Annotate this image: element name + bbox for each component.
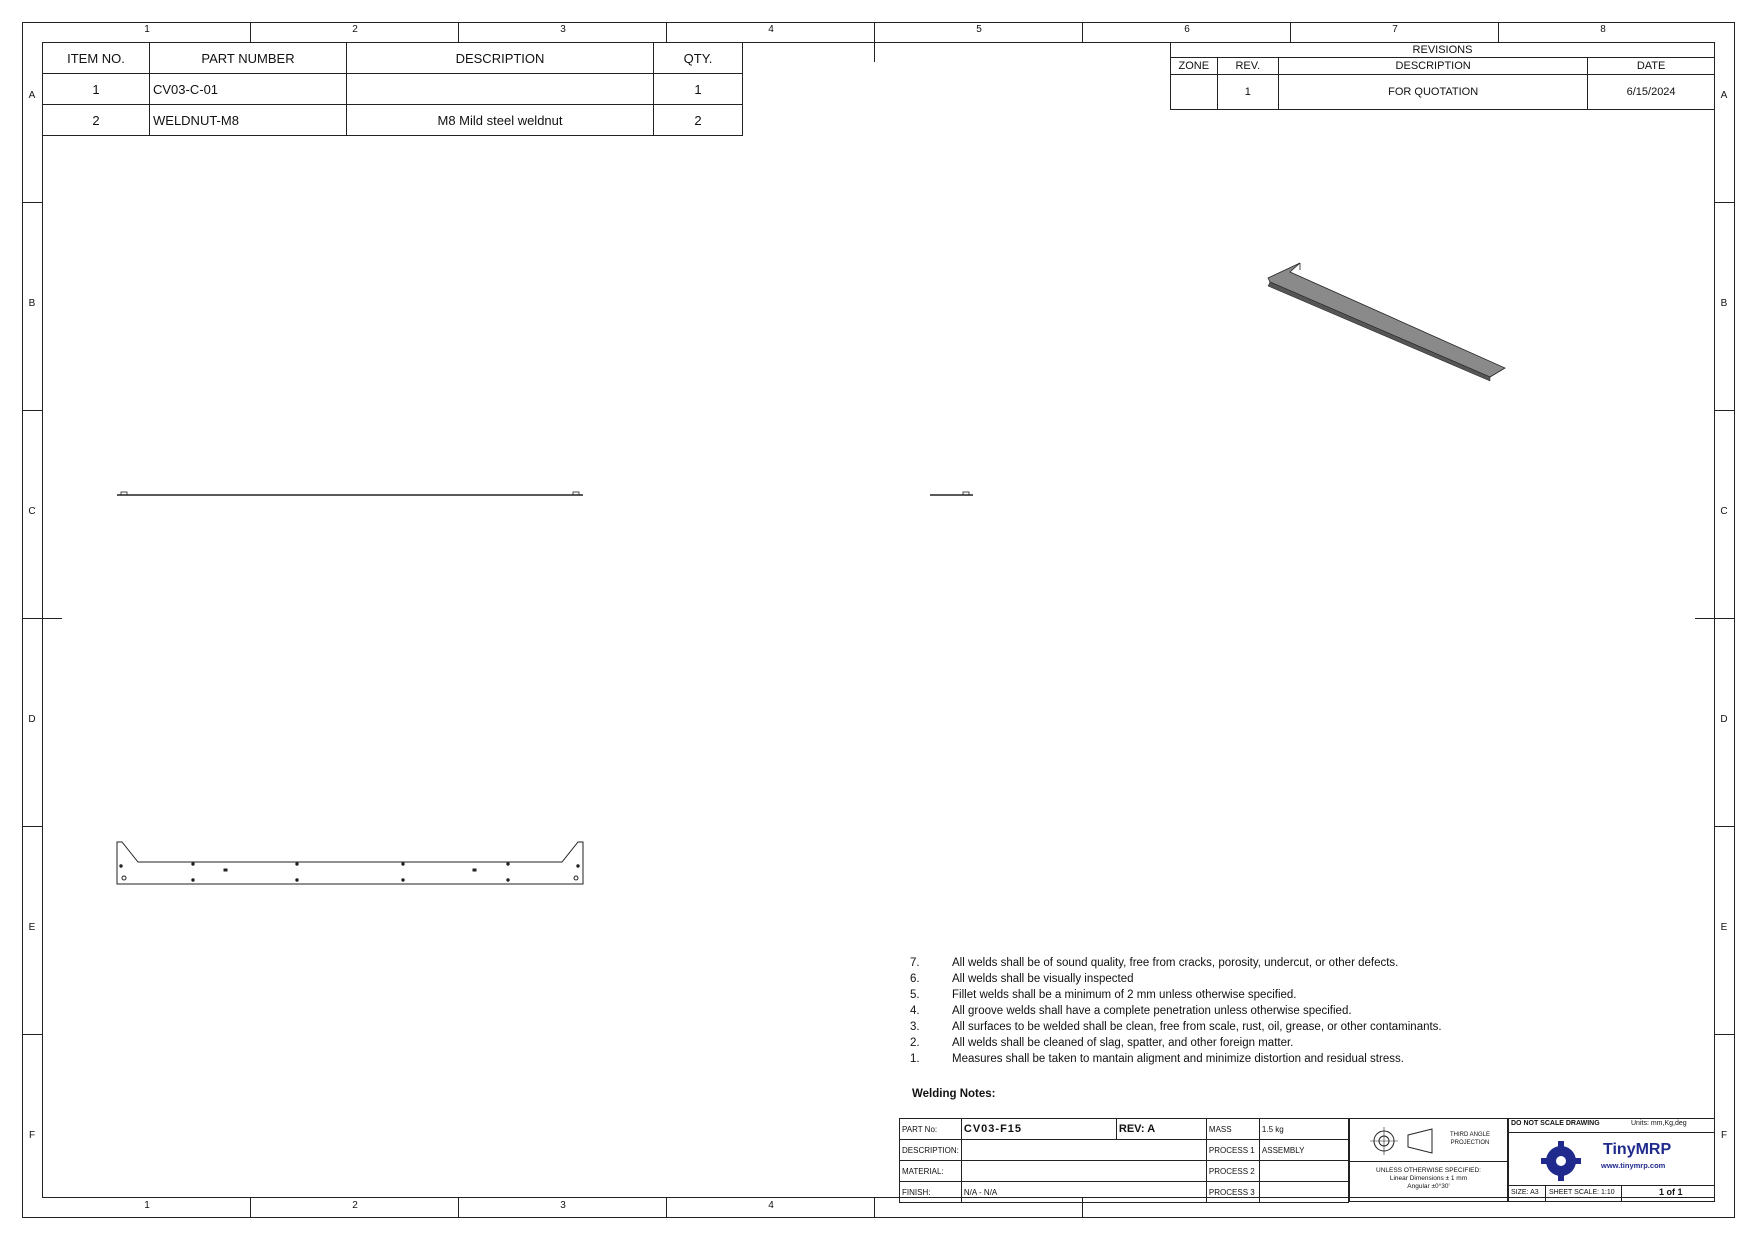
zone-col-1-bottom: 1 [144,1200,150,1211]
material-value [961,1161,1206,1182]
bom-desc: M8 Mild steel weldnut [347,105,654,136]
note-text: Fillet welds shall be a minimum of 2 mm unless otherwise specified. [952,989,1297,1001]
rev-header-date: DATE [1588,58,1715,75]
front-view [117,842,583,884]
size-value: A3 [1530,1189,1539,1196]
zone-row-a-right: A [1720,90,1728,101]
welding-notes [910,955,1442,1067]
note-number: 6. [910,973,920,985]
zone-col-2: 2 [352,24,358,35]
third-angle-projection-icon [1370,1125,1440,1157]
note-number: 3. [910,1021,920,1033]
zone-col-7: 7 [1392,24,1398,35]
zone-col-3-bottom: 3 [560,1200,566,1211]
bom-qty: 2 [654,105,743,136]
title-block-left [899,1118,1349,1203]
logo-url: www.tinymrp.com [1601,1161,1666,1170]
size-label: SIZE: [1511,1189,1529,1196]
process2-label: PROCESS 2 [1206,1161,1259,1182]
zone-row-b-right: B [1720,298,1728,309]
mass-label: MASS [1206,1119,1259,1140]
note-number: 2. [910,1037,920,1049]
revisions-title: REVISIONS [1171,43,1715,58]
zone-row-e-right: E [1720,922,1728,933]
projection-block [1349,1118,1508,1202]
note-number: 5. [910,989,920,1001]
zone-col-6: 6 [1184,24,1190,35]
note-text: Measures shall be taken to mantain aligment and minimize distortion and residual stress. [952,1053,1404,1065]
projection-line-2: PROJECTION [1450,1140,1490,1146]
zone-row-c: C [28,506,36,517]
note-text: All groove welds shall have a complete penetration unless otherwise specified. [952,1005,1352,1017]
zone-row-d: D [28,714,36,725]
note-text: All welds shall be of sound quality, free from cracks, porosity, undercut, or other defects. [952,957,1399,969]
material-label: MATERIAL: [900,1161,962,1182]
tolerance-line-1: UNLESS OTHERWISE SPECIFIED: [1376,1167,1481,1174]
zone-row-f-right: F [1720,1130,1728,1141]
isometric-view [1268,263,1505,381]
logo-gear-icon [1539,1139,1583,1183]
zone-col-3: 3 [560,24,566,35]
rev-rev: 1 [1217,75,1279,110]
welding-notes-heading: Welding Notes: [912,1088,996,1100]
bom-header-desc: DESCRIPTION [347,43,654,74]
zone-col-1: 1 [144,24,150,35]
note-number: 4. [910,1005,920,1017]
units-label: Units: mm,Kg,deg [1631,1120,1687,1127]
note-number: 7. [910,957,920,969]
bom-header-item: ITEM NO. [43,43,150,74]
zone-col-4: 4 [768,24,774,35]
rev-value: REV: A [1116,1119,1206,1140]
tolerance-block [1350,1167,1507,1191]
zone-row-e: E [28,922,36,933]
zone-col-5: 5 [976,24,982,35]
part-no-value: CV03-F15 [961,1119,1116,1140]
mass-value: 1.5 kg [1259,1119,1348,1140]
projection-label [1450,1131,1490,1147]
zone-row-a: A [28,90,36,101]
rev-header-zone: ZONE [1171,58,1218,75]
zone-row-d-right: D [1720,714,1728,725]
sheet-number: 1 of 1 [1659,1187,1683,1197]
zone-col-2-bottom: 2 [352,1200,358,1211]
note-number: 1. [910,1053,920,1065]
zone-row-f: F [28,1130,36,1141]
rev-header-rev: REV. [1217,58,1279,75]
list-item [910,1035,1442,1051]
finish-label: FINISH: [900,1182,962,1203]
list-item [910,1019,1442,1035]
note-text: All welds shall be visually inspected [952,973,1134,985]
bom-item: 2 [43,105,150,136]
size-field [1511,1189,1539,1196]
note-text: All surfaces to be welded shall be clean, free from scale, rust, oil, grease, or other contaminants. [952,1021,1442,1033]
process3-value [1259,1182,1348,1203]
bom-header-qty: QTY. [654,43,743,74]
list-item [910,1051,1442,1067]
description-label: DESCRIPTION: [900,1140,962,1161]
top-view [117,492,583,495]
bom-part: CV03-C-01 [150,74,347,105]
side-view [930,492,973,495]
note-text: All welds shall be cleaned of slag, spatter, and other foreign matter. [952,1037,1294,1049]
rev-date: 6/15/2024 [1588,75,1715,110]
logo-text: TinyMRP [1603,1141,1672,1158]
zone-row-c-right: C [1720,506,1728,517]
tolerance-line-2: Linear Dimensions ± 1 mm [1389,1175,1468,1182]
rev-desc: FOR QUOTATION [1279,75,1588,110]
part-no-label: PART No: [900,1119,962,1140]
finish-value: N/A - N/A [961,1182,1206,1203]
process2-value [1259,1161,1348,1182]
bom-qty: 1 [654,74,743,105]
description-value [961,1140,1206,1161]
list-item [910,971,1442,987]
process3-label: PROCESS 3 [1206,1182,1259,1203]
process1-value: ASSEMBLY [1259,1140,1348,1161]
do-not-scale-label: DO NOT SCALE DRAWING [1511,1120,1600,1127]
tolerance-line-3: Angular ±0°30' [1407,1183,1450,1190]
list-item [910,987,1442,1003]
bom-part: WELDNUT-M8 [150,105,347,136]
bom-header-part: PART NUMBER [150,43,347,74]
projection-line-1: THIRD ANGLE [1450,1132,1491,1138]
logo-block [1508,1118,1715,1202]
rev-header-desc: DESCRIPTION [1279,58,1588,75]
list-item [910,1003,1442,1019]
zone-col-8: 8 [1600,24,1606,35]
list-item [910,955,1442,971]
sheet-scale: SHEET SCALE: 1:10 [1549,1189,1615,1196]
process1-label: PROCESS 1 [1206,1140,1259,1161]
zone-col-4-bottom: 4 [768,1200,774,1211]
bom-item: 1 [43,74,150,105]
zone-row-b: B [28,298,36,309]
